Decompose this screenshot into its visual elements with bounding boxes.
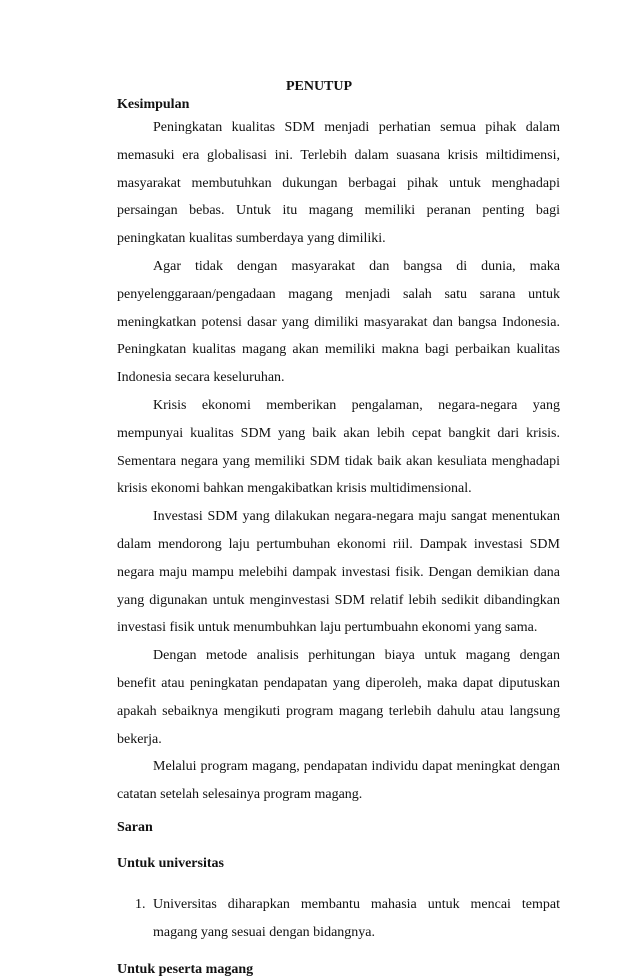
subsection-heading-universitas: Untuk universitas [117,855,224,871]
universitas-list [117,891,560,947]
list-item-text: Universitas diharapkan membantu mahasia untuk mencai tempat magang yang sesuai dengan bidangnya. [153,896,560,940]
list-item-number: 1. [135,896,146,912]
page-title: PENUTUP [285,79,353,94]
paragraph: Investasi SDM yang dilakukan negara-negara maju sangat menentukan dalam mendorong laju pertumbuhan ekonomi riil. Dampak investasi SDM negara maju mampu melebihi dampak investasi fisik. Dengan demikian dana yang digunakan untuk menginvestasi SDM relatif lebih sedikit dibandingkan investasi fisik untuk menumbuhkan laju pertumbuahn ekonomi yang sama. [117,509,560,636]
paragraph: Melalui program magang, pendapatan individu dapat meningkat dengan catatan setelah selesainya program magang. [117,759,560,803]
paragraph: Dengan metode analisis perhitungan biaya untuk magang dengan benefit atau peningkatan pendapatan yang diperoleh, maka dapat diputuskan apakah sebaiknya mengikuti program magang terlebih dahulu atau langsung bekerja. [117,648,560,747]
subsection-heading-peserta: Untuk peserta magang [117,961,254,977]
paragraph: Krisis ekonomi memberikan pengalaman, negara-negara yang mempunyai kualitas SDM yang baik akan lebih cepat bangkit dari krisis. Sementara negara yang memiliki SDM tidak baik akan kesuliata menghadapi krisis ekonomi bahkan mengakibatkan krisis multidimensional. [117,397,560,497]
paragraph: Agar tidak dengan masyarakat dan bangsa di dunia, maka penyelenggaraan/pengadaan magang menjadi salah satu sarana untuk meningkatkan potensi dasar yang dimiliki masyarakat dan bangsa Indonesia. Peningkatan kualitas magang akan memiliki makna bagi perbaikan kualitas Indonesia secara keseluruhan. [117,258,560,386]
document-body [117,96,560,979]
list-item [117,891,560,947]
section-heading-saran: Saran [117,819,153,835]
paragraph: Peningkatan kualitas SDM menjadi perhatian semua pihak dalam memasuki era globalisasi ini. Terlebih dalam suasana krisis miltidimensi, masyarakat membutuhkan dukungan berbagai pihak untuk menghadapi persaingan bebas. Untuk itu magang memiliki peranan penting bagi peningkatan kualitas sumberdaya yang dimiliki. [117,120,560,247]
section-heading-kesimpulan: Kesimpulan [117,97,190,112]
